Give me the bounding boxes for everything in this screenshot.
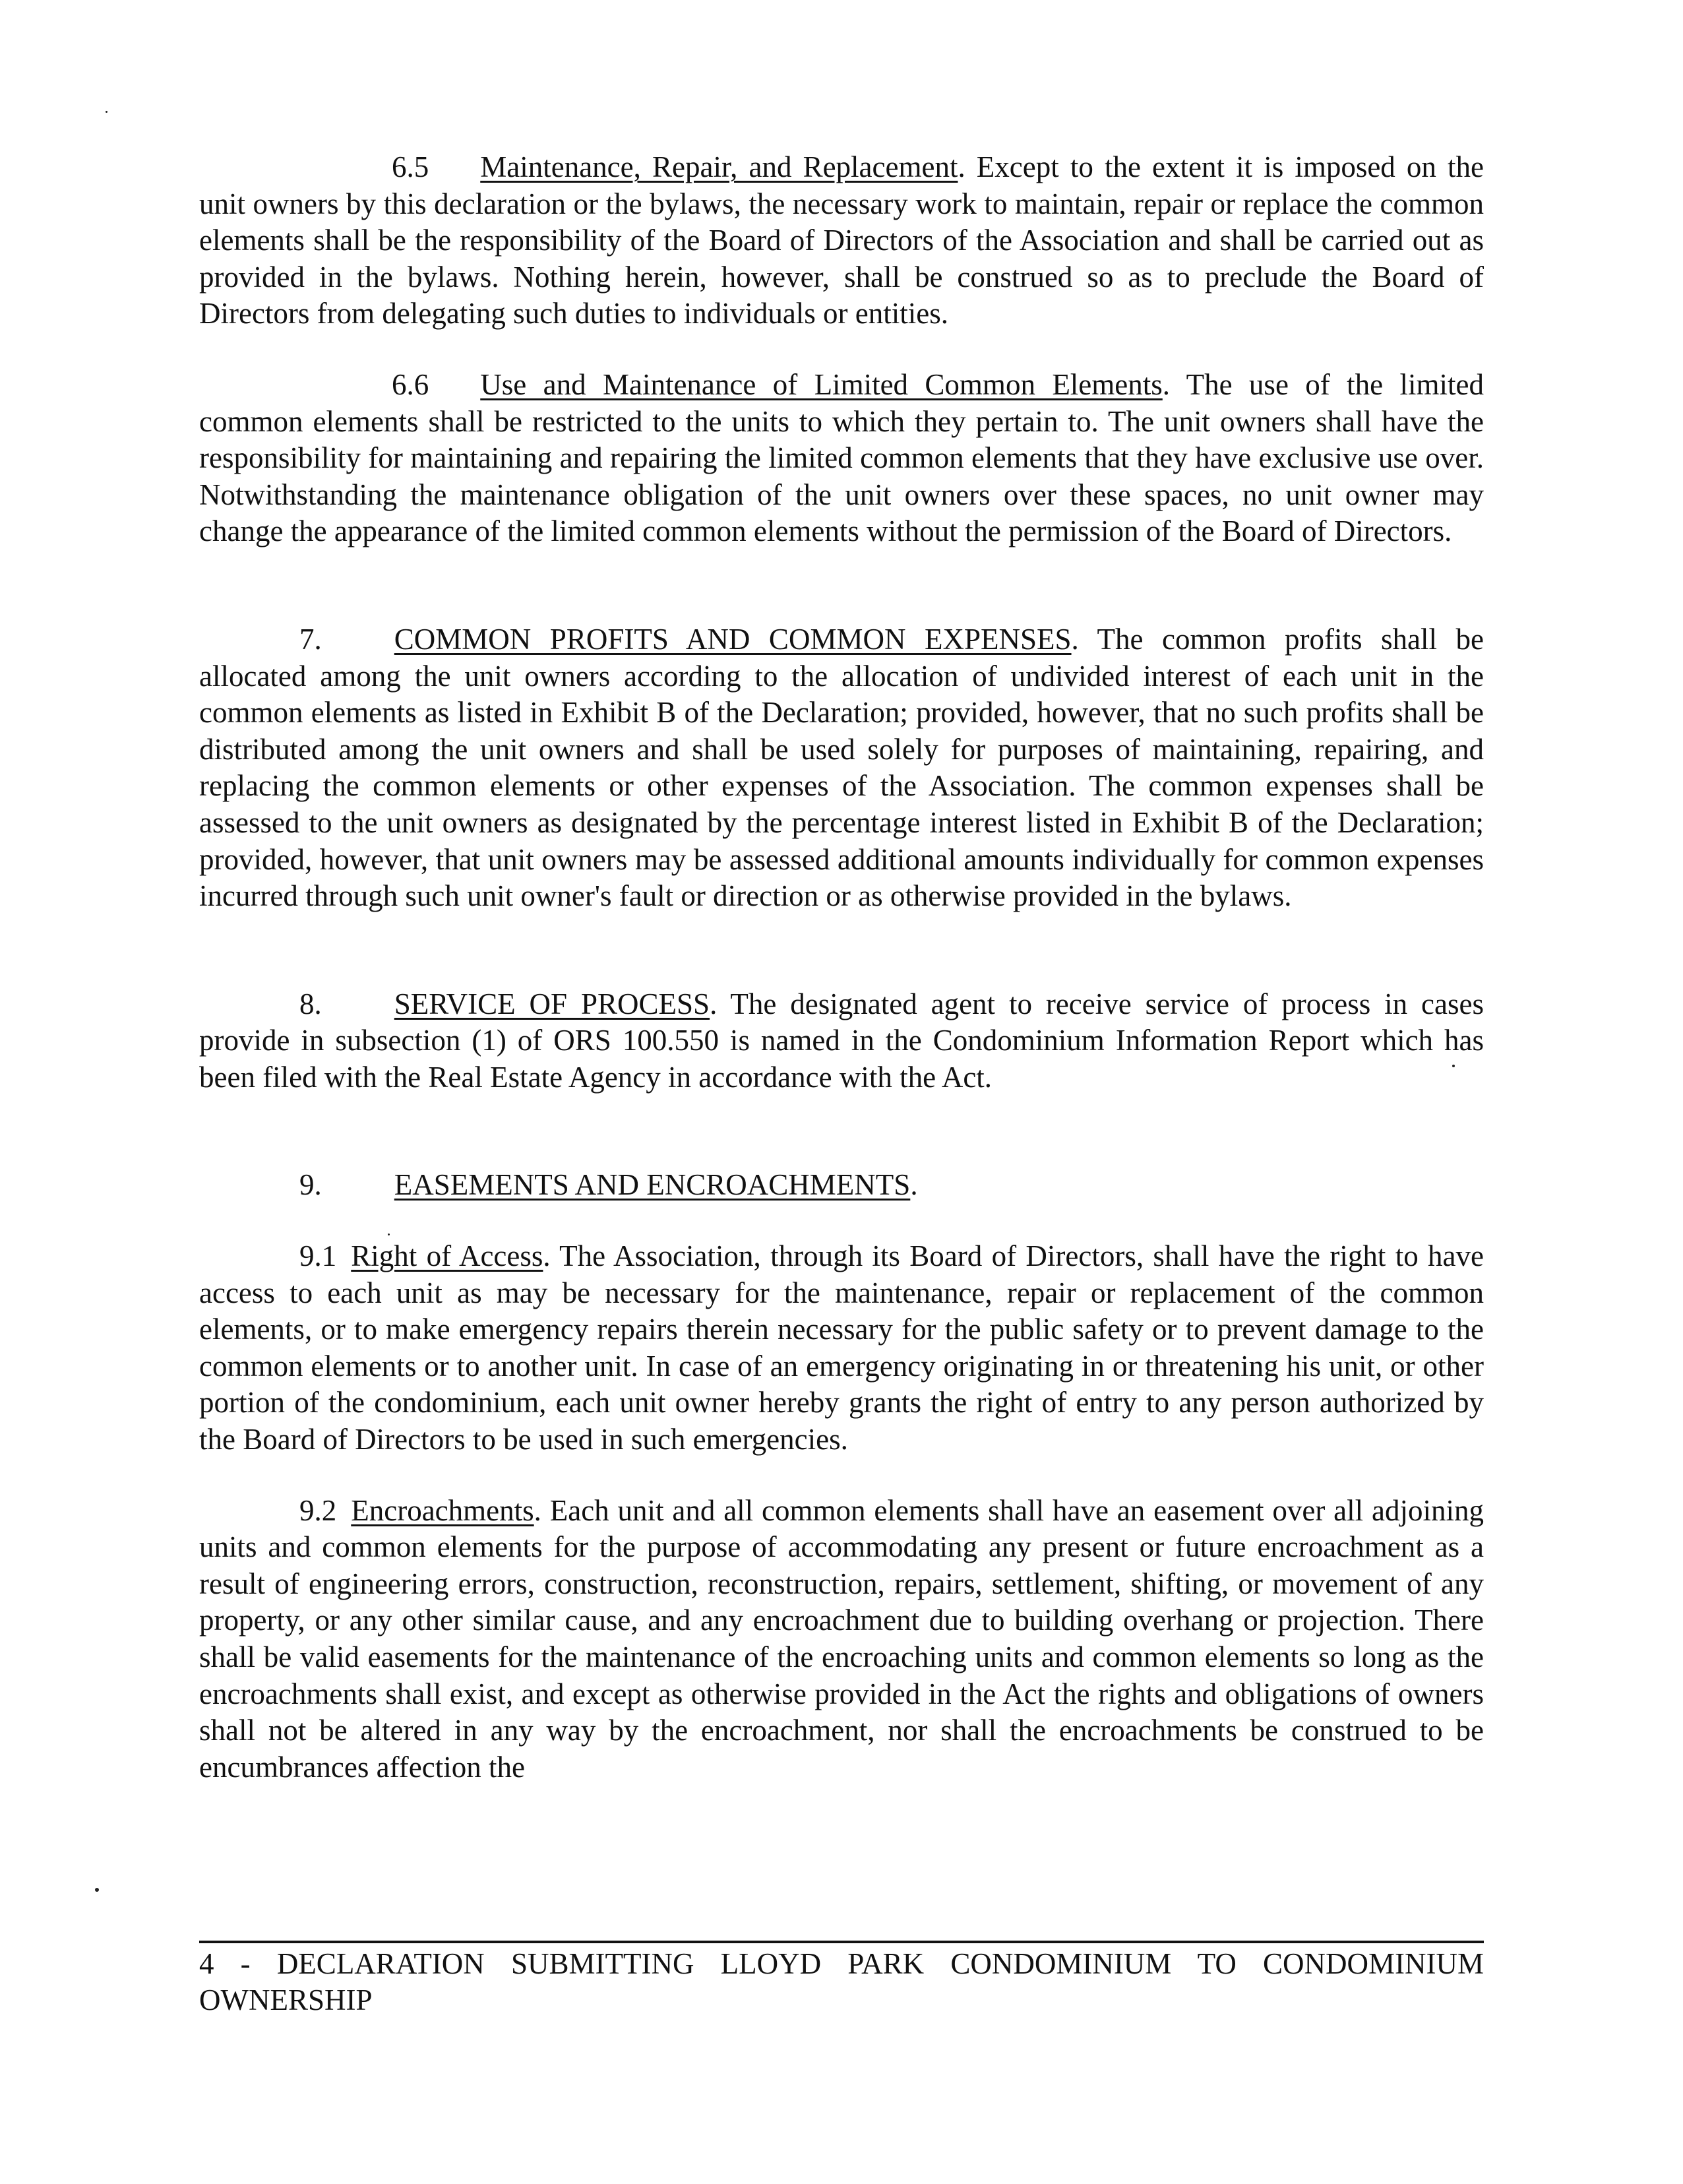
page-footer xyxy=(199,1941,1484,2018)
section-9-1 xyxy=(199,1238,1484,1458)
section-text: . The use of the limited common elements shall be restricted to the units to which they pertain to. The unit owners shall have the responsibility for maintaining and repairing the limited common elements that they have exclusive use over. Notwithstanding the maintenance obligation of the unit owners over these spaces, no unit owner may change the appearance of the limited common elements without the permission of the Board of Directors. xyxy=(199,367,1484,548)
scan-speck xyxy=(1452,1065,1455,1067)
section-8 xyxy=(199,986,1484,1096)
footer-line-1: 4 - DECLARATION SUBMITTING LLOYD PARK CONDOMINIUM TO CONDOMINIUM xyxy=(199,1947,1484,1980)
section-title: Use and Maintenance of Limited Common Elements xyxy=(480,367,1163,401)
section-7 xyxy=(199,621,1484,915)
scan-speck xyxy=(95,1888,99,1892)
section-6-6 xyxy=(199,367,1484,550)
section-text: . The common profits shall be allocated among the unit owners according to the allocation of undivided interest of each unit in the common elements as listed in Exhibit B of the Declaration; provided, however, that no such profits shall be distributed among the unit owners and shall be used solely for purposes of maintaining, repairing, and replacing the common elements or other expenses of the Association. The common expenses shall be assessed to the unit owners as designated by the percentage interest listed in Exhibit B of the Declaration; provided, however, that unit owners may be assessed additional amounts individually for common expenses incurred through such unit owner's fault or direction or as otherwise provided in the bylaws. xyxy=(199,622,1484,913)
section-title: COMMON PROFITS AND COMMON EXPENSES xyxy=(394,622,1072,656)
section-9-2 xyxy=(199,1493,1484,1786)
section-title: SERVICE OF PROCESS xyxy=(394,987,710,1020)
section-number: 6.5 xyxy=(392,150,429,183)
section-number: 7. xyxy=(299,622,322,656)
section-title: EASEMENTS AND ENCROACHMENTS xyxy=(394,1168,911,1202)
section-number: 9. xyxy=(299,1168,322,1202)
section-title: Encroachments xyxy=(351,1493,534,1527)
section-text: . The Association, through its Board of Directors, shall have the right to have access to each unit as may be necessary for the maintenance, repair or replacement of the common elements, or to make emergency repairs therein necessary for the public safety or to prevent damage to the common elements or to another unit. In case of an emergency originating in or threatening his unit, or other portion of the condominium, each unit owner hereby grants the right of entry to any person authorized by the Board of Directors to be used in such emergencies. xyxy=(199,1239,1484,1456)
section-text: . Except to the extent it is imposed on the unit owners by this declaration or the bylaws, the necessary work to maintain, repair or replace the common elements shall be the responsibility of the Board of Directors of the Association and shall be carried out as provided in the bylaws. Nothing herein, however, shall be construed so as to preclude the Board of Directors from delegating such duties to individuals or entities. xyxy=(199,150,1484,330)
section-title: Right of Access xyxy=(351,1239,543,1273)
scan-speck xyxy=(388,1233,390,1235)
section-text: . Each unit and all common elements shall have an easement over all adjoining units and common elements for the purpose of accommodating any present or future encroachment as a result of engineering errors, construction, reconstruction, repairs, settlement, shifting, or movement of any property, or any other similar cause, and any encroachment due to building overhang or projection. There shall be valid easements for the maintenance of the encroaching units and common elements so long as the encroachments shall exist, and except as otherwise provided in the Act the rights and obligations of owners shall not be altered in any way by the encroachment, nor shall the encroachments be construed to be encumbrances affection the xyxy=(199,1493,1484,1784)
section-suffix: . xyxy=(910,1168,918,1202)
section-title: Maintenance, Repair, and Replacement xyxy=(480,150,958,183)
section-text: . The designated agent to receive service of process in cases provide in subsection (1) of ORS 100.550 is named in the Condominium Information Report which has been filed with the Real Estate Agency in accordance with the Act. xyxy=(199,987,1484,1094)
section-number: 9.1 xyxy=(299,1239,337,1273)
section-6-5 xyxy=(199,149,1484,332)
section-number: 6.6 xyxy=(392,367,429,401)
section-number: 8. xyxy=(299,987,322,1020)
document-body xyxy=(199,149,1484,1786)
section-number: 9.2 xyxy=(299,1493,337,1527)
footer-line-2: OWNERSHIP xyxy=(199,1983,373,2016)
scan-speck xyxy=(106,111,107,113)
section-9-heading xyxy=(199,1167,1484,1204)
